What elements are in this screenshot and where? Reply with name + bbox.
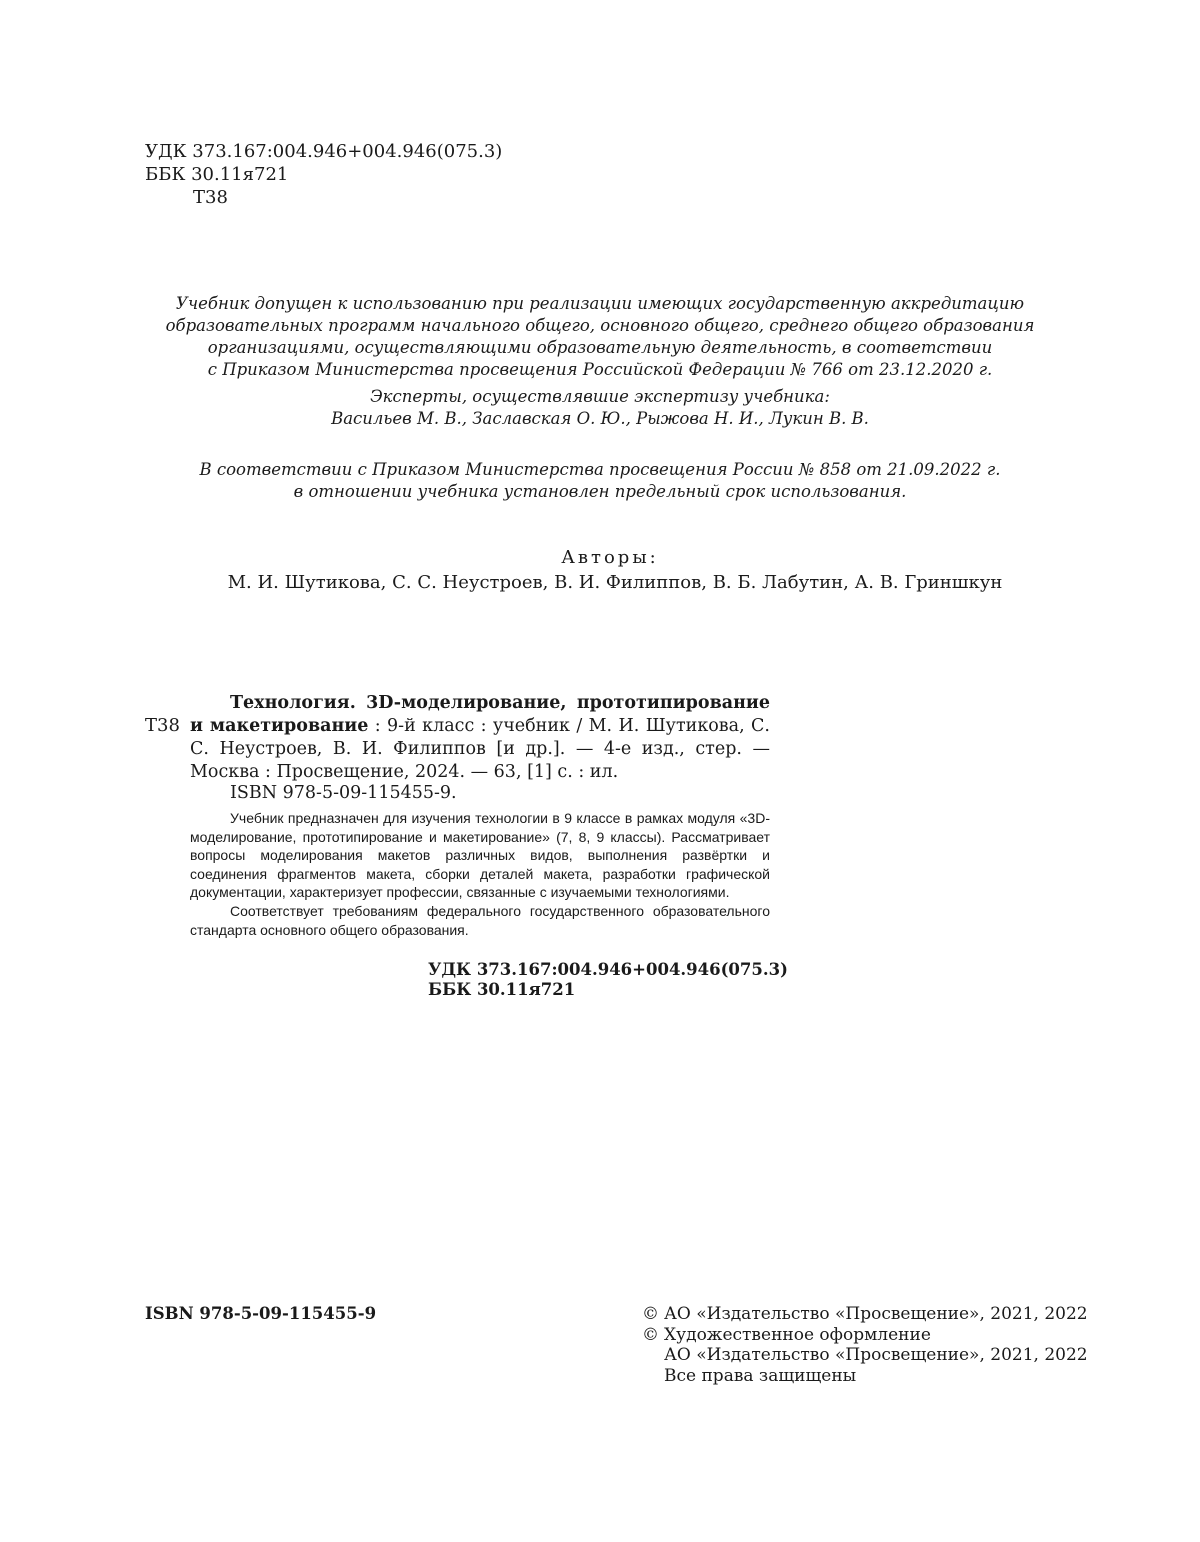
book-details: : 9-й класс : учебник / М. И. Шутикова, С. С. Неустроев, В. И. Филиппов [и др.]. — 4-е изд., стер. — Москва : Просвещение, 2024. — 63, [1] с. : ил. — [190, 716, 770, 782]
authors-names: М. И. Шутикова, С. С. Неустроев, В. И. Филиппов, В. Б. Лабутин, А. В. Гриншкун — [227, 572, 1003, 593]
approval-statement — [130, 293, 1070, 381]
experts-names: Васильев М. В., Заславская О. Ю., Рыжова Н. И., Лукин В. В. — [331, 409, 869, 428]
rights-reserved: Все права защищены — [664, 1365, 857, 1386]
bibliographic-record — [190, 692, 770, 784]
copyright-line: АО «Издательство «Просвещение», 2021, 2022 — [664, 1304, 1088, 1324]
copyright-line: АО «Издательство «Просвещение», 2021, 2022 — [664, 1345, 1088, 1365]
authors-heading: Авторы: — [561, 547, 659, 568]
approval-line: организациями, осуществляющими образовательную деятельность, в соответствии — [207, 338, 993, 357]
experts-heading: Эксперты, осуществлявшие экспертизу учебника: — [370, 387, 830, 406]
classification-codes — [145, 140, 502, 209]
copyright-block — [642, 1304, 1088, 1386]
copyright-line: Художественное оформление — [664, 1324, 931, 1345]
book-title: Технология. 3D-моделирование, прототипирование и макетирование — [190, 693, 770, 736]
bbk-code: ББК 30.11я721 — [145, 164, 289, 185]
copyright-symbol: © — [642, 1324, 659, 1345]
card-author-mark: Т38 — [145, 715, 180, 736]
approval-line: с Приказом Министерства просвещения Российской Федерации № 766 от 23.12.2020 г. — [207, 360, 993, 379]
term-line: в отношении учебника установлен предельный срок использования. — [293, 482, 907, 501]
experts-block — [130, 386, 1070, 430]
card-udk: УДК 373.167:004.946+004.946(075.3) — [428, 960, 788, 979]
approval-line: образовательных программ начального общего, основного общего, среднего общего образования — [165, 316, 1035, 335]
approval-line: Учебник допущен к использованию при реализации имеющих государственную аккредитацию — [175, 294, 1025, 313]
card-bbk: ББК 30.11я721 — [428, 980, 576, 999]
usage-term-statement — [130, 459, 1070, 503]
author-mark: Т38 — [193, 187, 228, 208]
udk-code: УДК 373.167:004.946+004.946(075.3) — [145, 141, 503, 162]
copyright-symbol: © — [642, 1304, 659, 1324]
isbn-bottom: ISBN 978-5-09-115455-9 — [145, 1304, 377, 1323]
card-isbn: ISBN 978-5-09-115455-9. — [230, 783, 457, 803]
term-line: В соответствии с Приказом Министерства просвещения России № 858 от 21.09.2022 г. — [199, 460, 1001, 479]
abstract — [190, 809, 770, 939]
card-classification-codes — [428, 960, 788, 1000]
abstract-paragraph: Соответствует требованиям федерального государственного образовательного стандарта основного общего образования. — [190, 902, 770, 938]
abstract-paragraph: Учебник предназначен для изучения технологии в 9 классе в рамках модуля «3D-моделирование, прототипирование и макетирование» (7, 8, 9 классы). Рассматривает вопросы моделирования макетов различных видов, выполнения развёртки и соединения фрагментов макета, сборки деталей макета, разработки графической документации, характеризует профессии, связанные с изучаемыми технологиями. — [190, 810, 770, 901]
